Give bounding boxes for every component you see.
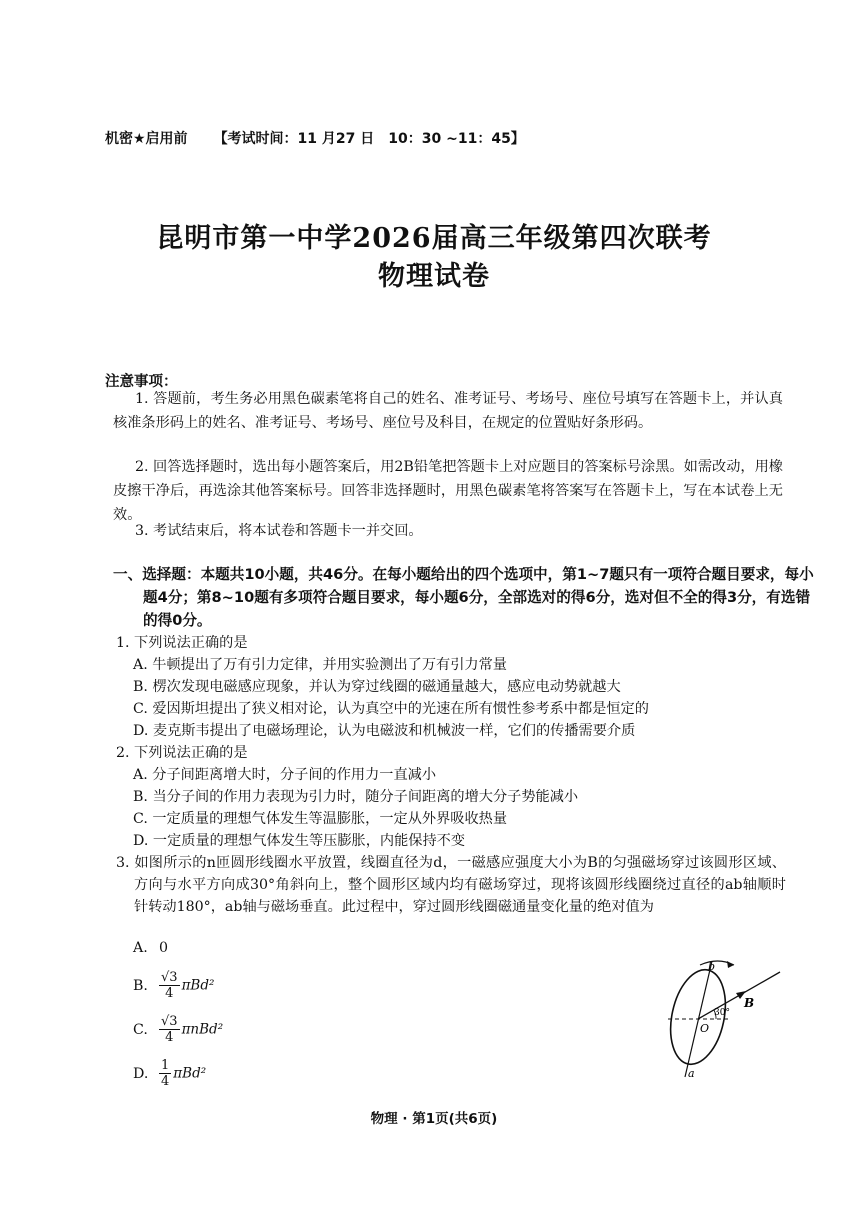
fraction-denominator: 4 xyxy=(161,1074,170,1089)
notice-item-2: 2. 回答选择题时，选出每小题答案后，用2B铅笔把答题卡上对应题目的答案标号涂黑。如需改动，用橡皮擦干净后，再选涂其他答案标号。回答非选择题时，用黑色碳素笔将答案写在答题卡上，写在本试卷上无效。 xyxy=(113,459,783,523)
option-a: A. 牛顿提出了万有引力定律，并用实验测出了万有引力常量 xyxy=(133,657,507,673)
label-o: O xyxy=(700,1022,710,1035)
question-stem: 2. 下列说法正确的是 xyxy=(116,745,248,761)
fraction-numerator: 1 xyxy=(161,1058,170,1073)
section-heading: 一、选择题：本题共10小题，共46分。在每小题给出的四个选项中，第1~7题只有一项符合题目要求，每小题4分；第8~10题有多项符合题目要求，每小题6分，全部选对的得6分，选对但不全的得3分，有选错的得0分。 xyxy=(113,566,814,629)
option-b: B. 楞次发现电磁感应现象，并认为穿过线圈的磁通量越大，感应电动势就越大 xyxy=(133,679,621,695)
question-stem: 1. 下列说法正确的是 xyxy=(116,635,248,651)
option-expr: πnBd² xyxy=(181,1021,224,1038)
option-b: B. 当分子间的作用力表现为引力时，随分子间距离的增大分子势能减小 xyxy=(133,789,579,805)
option-label: C. xyxy=(133,1021,148,1038)
option-a: A. 分子间距离增大时，分子间的作用力一直减小 xyxy=(133,767,437,783)
option-c: C. 一定质量的理想气体发生等温膨胀，一定从外界吸收热量 xyxy=(133,811,508,827)
option-d: D. 麦克斯韦提出了电磁场理论，认为电磁波和机械波一样，它们的传播需要介质 xyxy=(133,723,636,739)
fraction xyxy=(159,970,180,1001)
option-expr: πBd² xyxy=(181,977,215,994)
exam-title: 昆明市第一中学2026届高三年级第四次联考 xyxy=(156,223,712,254)
confidential-label: 机密★启用前 xyxy=(105,131,188,147)
question-3 xyxy=(116,852,786,918)
fraction-numerator: √3 xyxy=(161,970,178,985)
option-label: D. xyxy=(133,1065,149,1082)
label-angle: 30° xyxy=(714,1008,730,1018)
notice-item-3: 3. 考试结束后，将本试卷和答题卡一并交回。 xyxy=(135,523,423,539)
option-a xyxy=(133,940,168,956)
page-footer: 物理 · 第1页(共6页) xyxy=(370,1111,498,1127)
fraction xyxy=(159,1058,171,1089)
coil-diagram xyxy=(648,955,788,1085)
rotation-arrow-icon xyxy=(727,961,734,968)
exam-header-line xyxy=(105,128,525,148)
option-label: A. xyxy=(133,940,148,956)
option-label: B. xyxy=(133,977,148,994)
question-stem: 3. 如图所示的n匝圆形线圈水平放置，线圈直径为d，一磁感应强度大小为B的匀强磁场穿过该圆形区域、方向与水平方向成30°角斜向上，整个圆形区域内均有磁场穿过，现将该圆形线圈绕过直径的ab轴顺时针转动180°，ab轴与磁场垂直。此过程中，穿过圆形线圈磁通量变化量的绝对值为 xyxy=(116,855,786,915)
exam-subtitle: 物理试卷 xyxy=(378,261,490,292)
label-field-b: B xyxy=(744,996,755,1010)
option-c: C. 爱因斯坦提出了狭义相对论，认为真空中的光速在所有惯性参考系中都是恒定的 xyxy=(133,701,649,717)
option-d xyxy=(133,1058,206,1089)
label-b: b xyxy=(708,960,716,973)
notice-heading: 注意事项： xyxy=(105,374,178,390)
notice-item-1: 1. 答题前，考生务必用黑色碳素笔将自己的姓名、准考证号、考场号、座位号填写在答题卡上，并认真核准条形码上的姓名、准考证号、考场号、座位号及科目，在规定的位置贴好条形码。 xyxy=(113,391,783,431)
option-c xyxy=(133,1014,223,1045)
question-2 xyxy=(116,742,786,852)
option-expr: 0 xyxy=(159,940,169,956)
fraction-denominator: 4 xyxy=(165,1030,174,1045)
label-a: a xyxy=(688,1067,695,1080)
option-expr: πBd² xyxy=(173,1065,207,1082)
fraction-denominator: 4 xyxy=(165,986,174,1001)
question-1 xyxy=(116,632,786,742)
option-b xyxy=(133,970,214,1001)
option-d: D. 一定质量的理想气体发生等压膨胀，内能保持不变 xyxy=(133,833,466,849)
exam-time: 【考试时间：11 月27 日 10：30 ~11：45】 xyxy=(213,131,525,147)
fraction xyxy=(159,1014,180,1045)
fraction-numerator: √3 xyxy=(161,1014,178,1029)
